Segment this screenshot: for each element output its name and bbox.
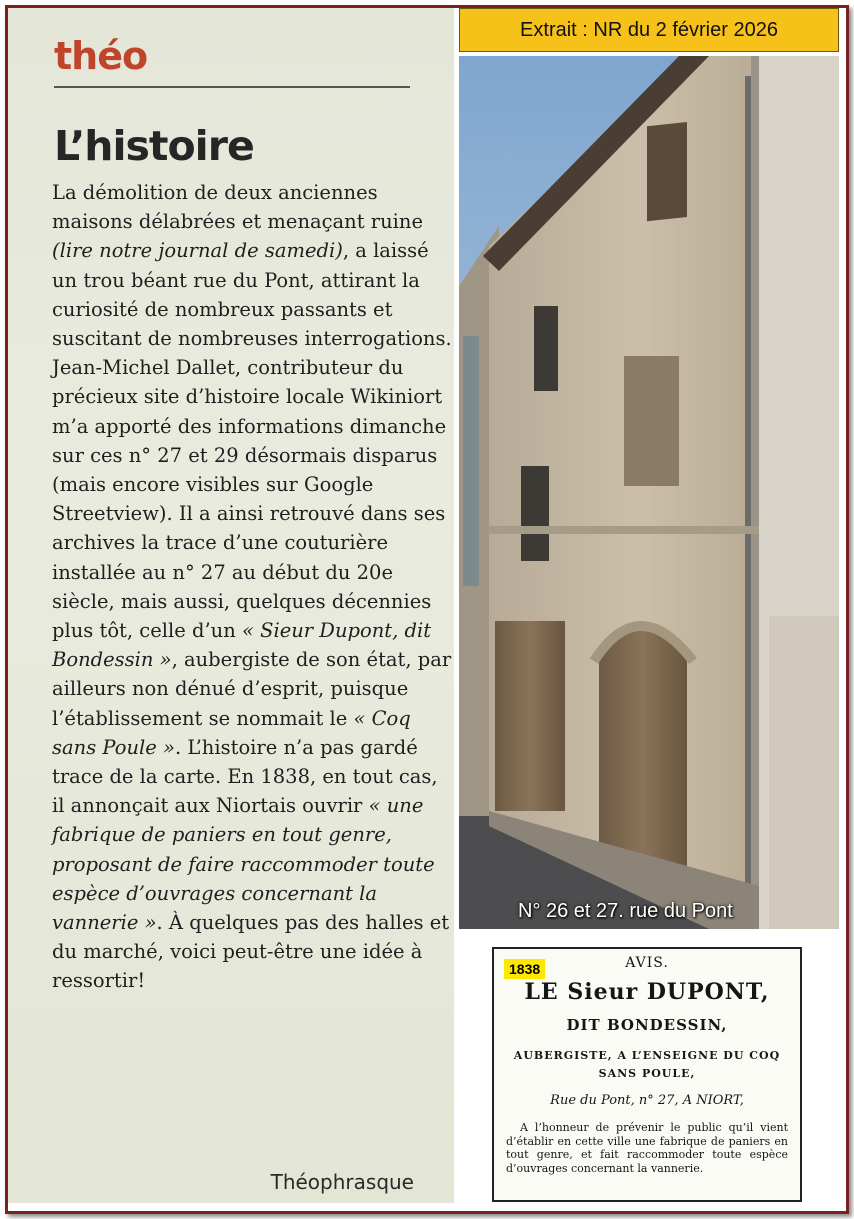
italic-segment: « Coq sans Poule » xyxy=(52,706,411,759)
article-body xyxy=(52,178,452,996)
notice-sans-poule: SANS POULE, xyxy=(598,1067,696,1080)
notice-name: LE Sieur DUPONT, xyxy=(524,979,770,1005)
text-segment: , aubergiste de son état, par ailleurs non dénué d’esprit, puisque l’établissement se nommait le xyxy=(52,648,452,730)
article-heading: L’histoire xyxy=(54,122,254,170)
italic-segment: « une fabrique de paniers en tout genre, proposant de faire raccommoder toute espèce d’ouvrages concernant la vannerie » xyxy=(52,794,435,935)
photo-caption: N° 26 et 27. rue du Pont xyxy=(518,900,733,922)
source-banner: Extrait : NR du 2 février 2026 xyxy=(459,8,839,52)
notice-avis: AVIS. xyxy=(625,955,669,971)
italic-segment: (lire notre journal de samedi) xyxy=(52,239,343,263)
italic-segment: « Sieur Dupont, dit Bondessin » xyxy=(52,619,432,672)
building-illustration xyxy=(459,56,839,929)
article-paragraph xyxy=(52,178,452,996)
notice-aubergiste: AUBERGISTE, A L’ENSEIGNE DU COQ xyxy=(513,1049,781,1062)
text-segment: , a laissé un trou béant rue du Pont, attirant la curiosité de nombreux passants et suscitant de nombreuses interrogations. Jean-Michel Dallet, contributeur du précieux site d’histoire locale Wikiniort m’a apporté des informations dimanche sur ces n° 27 et 29 désormais disparus (mais encore visibles sur Google Streetview). Il a ainsi retrouvé dans ses archives la trace d’une couturière installée au n° 27 au début du 20e siècle, mais aussi, quelques décennies plus tôt, celle d’un xyxy=(52,239,452,643)
notice-address: Rue du Pont, n° 27, A NIORT, xyxy=(550,1093,744,1108)
historical-notice xyxy=(492,947,802,1202)
text-segment: La démolition de deux anciennes maisons délabrées et menaçant ruine xyxy=(52,181,423,234)
year-badge: 1838 xyxy=(504,959,545,979)
brand-logo: théo xyxy=(54,34,148,78)
newspaper-clipping xyxy=(8,8,454,1203)
author-signature: Théophrasque xyxy=(270,1170,414,1194)
text-segment: . À quelques pas des halles et du marché, voici peut-être une idée à ressortir! xyxy=(52,911,450,993)
text-segment: . L’histoire n’a pas gardé trace de la carte. En 1838, en tout cas, il annonçait aux Niortais ouvrir xyxy=(52,735,438,818)
notice-text: A l’honneur de prévenir le public qu’il vient d’établir en cette ville une fabrique de paniers en tout genre, et fait raccommoder toute espèce d’ouvrages concernant la vannerie. xyxy=(506,1121,788,1175)
brand-rule xyxy=(54,86,410,88)
street-photo xyxy=(459,56,839,929)
notice-dit: DIT BONDESSIN, xyxy=(566,1016,728,1034)
